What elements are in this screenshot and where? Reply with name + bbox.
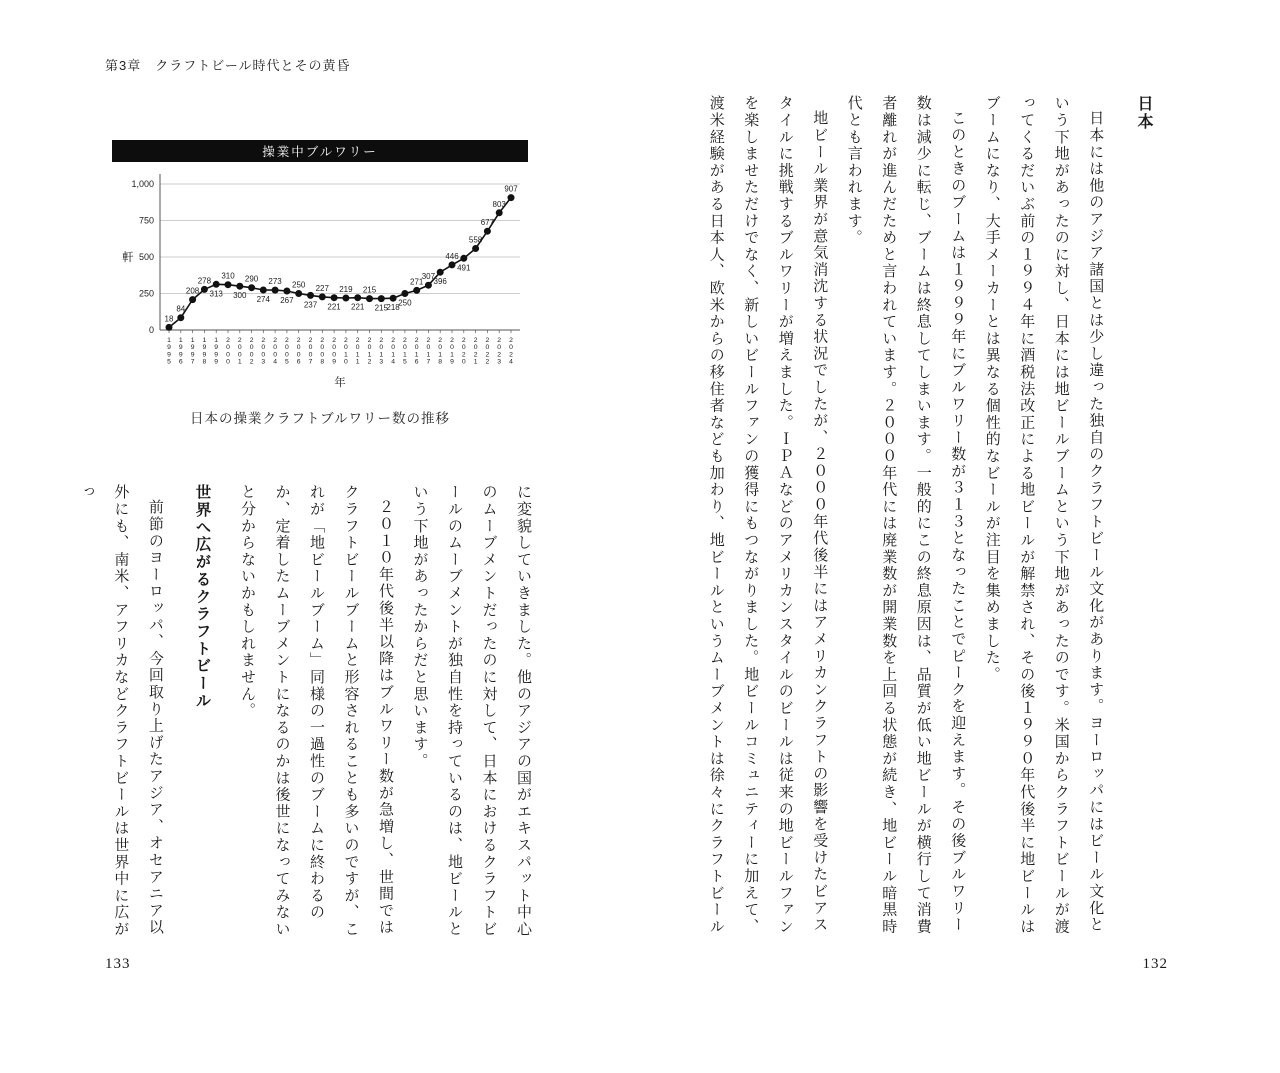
svg-text:219: 219: [339, 285, 353, 294]
brewery-chart-plot: [112, 164, 528, 396]
svg-text:4: 4: [273, 358, 277, 366]
svg-text:0: 0: [320, 351, 325, 359]
svg-text:1: 1: [450, 351, 454, 359]
svg-text:2: 2: [367, 337, 372, 344]
svg-text:0: 0: [450, 344, 454, 352]
svg-text:5: 5: [285, 358, 289, 366]
left-page-body: [77, 484, 540, 942]
paragraph: 前節のヨーロッパ、今回取り上げたアジア、オセアニア以外にも、南米、アフリカなどクラフトビールは世界中に広がっ: [77, 484, 163, 938]
svg-text:2: 2: [344, 337, 348, 344]
svg-text:8: 8: [320, 358, 325, 366]
svg-text:0: 0: [308, 351, 313, 359]
svg-text:6: 6: [414, 358, 419, 366]
svg-text:7: 7: [308, 358, 313, 366]
svg-text:1: 1: [237, 358, 242, 366]
svg-text:2: 2: [379, 337, 384, 344]
svg-text:273: 273: [268, 277, 282, 287]
svg-text:677: 677: [480, 218, 495, 228]
svg-text:300: 300: [233, 291, 247, 301]
svg-text:221: 221: [327, 302, 341, 312]
svg-text:2: 2: [485, 337, 490, 344]
svg-text:1: 1: [214, 337, 219, 344]
svg-text:0: 0: [497, 344, 502, 352]
svg-text:2: 2: [485, 358, 490, 366]
svg-text:446: 446: [445, 251, 459, 261]
svg-text:4: 4: [391, 358, 395, 366]
section-heading-japan: 日本: [1135, 95, 1152, 131]
svg-text:907: 907: [504, 184, 518, 194]
svg-text:2: 2: [237, 337, 242, 344]
svg-text:2: 2: [367, 358, 372, 366]
svg-text:250: 250: [292, 280, 306, 290]
svg-text:0: 0: [332, 351, 336, 359]
svg-text:0: 0: [426, 344, 431, 352]
svg-text:307: 307: [421, 272, 436, 282]
paragraph: に変貌していきました。他のアジアの国がエキスパット中心のムーブメントだったのに対して、日本におけるクラフトビールのムーブメントが独自性を持っているのは、地ビールという下地があったからだと思います。: [411, 484, 531, 938]
svg-text:5: 5: [403, 358, 407, 366]
svg-text:278: 278: [197, 276, 212, 286]
svg-text:0: 0: [261, 344, 266, 352]
svg-text:558: 558: [468, 235, 483, 245]
svg-text:0: 0: [226, 358, 230, 366]
svg-text:2: 2: [226, 337, 230, 344]
svg-text:0: 0: [320, 344, 325, 352]
svg-text:1: 1: [202, 337, 207, 344]
svg-text:0: 0: [355, 344, 360, 352]
svg-text:年: 年: [334, 377, 346, 389]
svg-text:1: 1: [344, 351, 348, 359]
svg-text:1: 1: [438, 351, 443, 359]
svg-text:軒: 軒: [122, 252, 134, 264]
svg-text:1: 1: [178, 337, 183, 344]
svg-text:2: 2: [296, 337, 301, 344]
svg-text:274: 274: [256, 295, 270, 304]
svg-text:491: 491: [457, 263, 471, 273]
svg-text:0: 0: [148, 325, 154, 335]
svg-text:750: 750: [138, 215, 154, 226]
svg-text:0: 0: [485, 344, 490, 352]
svg-text:215: 215: [362, 285, 377, 295]
page-number-right: 132: [1142, 956, 1168, 972]
svg-text:1: 1: [367, 351, 372, 359]
svg-text:1,000: 1,000: [131, 179, 154, 189]
svg-text:0: 0: [414, 344, 419, 352]
chapter-running-head: 第3章 クラフトビール時代とその黄昏: [105, 58, 351, 73]
svg-text:803: 803: [492, 199, 506, 209]
section-heading-world: 世界へ広がるクラフトビール: [193, 484, 211, 710]
svg-text:2: 2: [391, 337, 395, 344]
svg-text:310: 310: [221, 271, 235, 281]
svg-text:0: 0: [296, 351, 301, 359]
svg-text:0: 0: [509, 344, 513, 352]
svg-text:0: 0: [226, 351, 230, 359]
svg-text:1: 1: [414, 351, 419, 359]
svg-text:9: 9: [190, 351, 195, 359]
svg-text:0: 0: [237, 344, 242, 352]
svg-text:1: 1: [355, 358, 360, 366]
svg-text:2: 2: [261, 337, 266, 344]
svg-text:8: 8: [438, 358, 443, 366]
svg-text:0: 0: [237, 351, 242, 359]
right-page-body: [707, 95, 1175, 940]
svg-text:2: 2: [285, 337, 289, 344]
svg-text:2: 2: [461, 351, 466, 359]
svg-text:2: 2: [509, 337, 513, 344]
svg-text:0: 0: [273, 344, 277, 352]
svg-text:9: 9: [214, 344, 219, 352]
svg-text:2: 2: [403, 337, 407, 344]
brewery-chart: [112, 140, 528, 427]
svg-text:0: 0: [379, 344, 384, 352]
svg-text:7: 7: [426, 358, 431, 366]
svg-text:0: 0: [344, 344, 348, 352]
svg-text:9: 9: [214, 351, 219, 359]
svg-text:9: 9: [202, 351, 207, 359]
svg-text:9: 9: [178, 344, 183, 352]
svg-text:267: 267: [280, 296, 294, 305]
svg-text:237: 237: [303, 300, 318, 310]
page-number-left: 133: [105, 956, 131, 972]
svg-text:9: 9: [332, 358, 336, 366]
svg-text:9: 9: [178, 351, 183, 359]
svg-text:0: 0: [461, 358, 466, 366]
svg-text:0: 0: [249, 351, 254, 359]
svg-text:2: 2: [497, 337, 502, 344]
svg-text:1: 1: [426, 351, 431, 359]
svg-text:2: 2: [509, 351, 513, 359]
svg-text:218: 218: [386, 303, 400, 313]
svg-text:0: 0: [332, 344, 336, 352]
svg-text:1: 1: [391, 351, 395, 359]
svg-text:1: 1: [167, 337, 171, 344]
svg-text:9: 9: [202, 344, 207, 352]
svg-text:0: 0: [461, 344, 466, 352]
svg-text:0: 0: [438, 344, 443, 352]
svg-text:9: 9: [190, 344, 195, 352]
svg-text:0: 0: [249, 344, 254, 352]
svg-text:2: 2: [438, 337, 443, 344]
svg-text:0: 0: [403, 344, 407, 352]
svg-text:250: 250: [138, 288, 154, 299]
svg-text:0: 0: [391, 344, 395, 352]
svg-text:271: 271: [410, 277, 424, 287]
svg-text:5: 5: [167, 358, 171, 366]
svg-text:7: 7: [190, 358, 195, 366]
svg-text:2: 2: [355, 337, 360, 344]
svg-text:0: 0: [261, 351, 266, 359]
svg-text:9: 9: [167, 344, 171, 352]
svg-text:2: 2: [320, 337, 325, 344]
svg-text:9: 9: [450, 358, 454, 366]
paragraph: ２０１０年代後半以降はブルワリー数が急増し、世間ではクラフトビールブームと形容されることも多いのですが、これが「地ビールブーム」同様の一過性のブームに終わるのか、定着したムーブメントになるのかは後世になってみないと分からないかもしれません。: [239, 484, 393, 938]
paragraph: 日本には他のアジア諸国とは少し違った独自のクラフトビール文化があります。ヨーロッパにはビール文化という下地があったのに対し、日本には地ビールブームという下地があったのです。米国からクラフトビールが渡ってくるだいぶ前の１９９４年に酒税法改正による地ビールが解禁され、その後１９９０年代後半に地ビールはブームになり、大手メーカーとは異なる個性的なビールが注目を集めました。: [983, 95, 1104, 935]
svg-text:1: 1: [355, 351, 360, 359]
chart-caption: 日本の操業クラフトブルワリー数の推移: [189, 411, 451, 426]
svg-text:4: 4: [509, 358, 513, 366]
chart-title-bar: 操業中ブルワリー: [112, 140, 528, 162]
svg-text:227: 227: [315, 283, 329, 293]
svg-text:2: 2: [332, 337, 336, 344]
svg-text:290: 290: [244, 274, 259, 284]
svg-text:2: 2: [249, 337, 254, 344]
svg-text:208: 208: [185, 286, 200, 296]
svg-text:3: 3: [379, 358, 384, 366]
svg-text:2: 2: [308, 337, 313, 344]
svg-text:0: 0: [367, 344, 372, 352]
svg-text:84: 84: [176, 304, 186, 314]
svg-text:2: 2: [461, 337, 466, 344]
svg-text:9: 9: [167, 351, 171, 359]
svg-text:9: 9: [214, 358, 219, 366]
svg-text:18: 18: [164, 314, 174, 324]
svg-text:1: 1: [190, 337, 195, 344]
svg-text:221: 221: [351, 302, 365, 312]
svg-text:8: 8: [202, 358, 207, 366]
svg-text:313: 313: [209, 289, 223, 299]
svg-text:0: 0: [308, 344, 313, 352]
svg-text:1: 1: [403, 351, 407, 359]
svg-text:2: 2: [473, 351, 478, 359]
svg-text:250: 250: [398, 298, 412, 308]
svg-text:2: 2: [414, 337, 419, 344]
svg-text:0: 0: [344, 358, 348, 366]
svg-text:215: 215: [374, 303, 388, 313]
svg-text:1: 1: [473, 358, 478, 366]
svg-text:2: 2: [485, 351, 490, 359]
svg-text:1: 1: [379, 351, 384, 359]
paragraph: 地ビール業界が意気消沈する状況でしたが、２０００年代後半にはアメリカンクラフトの影響を受けたビアスタイルに挑戦するブルワリーが増えました。ＩＰＡなどのアメリカンスタイルのビールは従来の地ビールファンを楽しませただけでなく、新しいビールファンの獲得にもつながりました。地ビールコミュニティーに加えて、渡米経験がある日本人、欧米からの移住者なども加わり、地ビールというムーブメントは徐々にクラフトビール: [707, 95, 828, 935]
svg-text:500: 500: [138, 252, 154, 262]
svg-text:396: 396: [433, 277, 447, 287]
svg-text:0: 0: [285, 344, 289, 352]
svg-text:2: 2: [249, 358, 254, 366]
svg-text:0: 0: [226, 344, 230, 352]
svg-text:0: 0: [296, 344, 301, 352]
svg-text:0: 0: [273, 351, 277, 359]
svg-text:0: 0: [285, 351, 289, 359]
svg-text:6: 6: [296, 358, 301, 366]
svg-text:2: 2: [426, 337, 431, 344]
svg-text:3: 3: [497, 358, 502, 366]
svg-text:6: 6: [178, 358, 183, 366]
paragraph: このときのブームは１９９９年にブルワリー数が３１３となったことでピークを迎えます。その後ブルワリー数は減少に転じ、ブームは終息してしまいます。一般的にこの終息原因は、品質が低い地ビールが横行して消費者離れが進んだためと言われています。２０００年代には廃業数が開業数を上回る状態が続き、地ビール暗黒時代とも言われます。: [845, 95, 966, 935]
svg-text:2: 2: [473, 337, 478, 344]
svg-text:2: 2: [450, 337, 454, 344]
svg-text:2: 2: [273, 337, 277, 344]
svg-text:0: 0: [473, 344, 478, 352]
svg-text:2: 2: [497, 351, 502, 359]
svg-text:3: 3: [261, 358, 266, 366]
